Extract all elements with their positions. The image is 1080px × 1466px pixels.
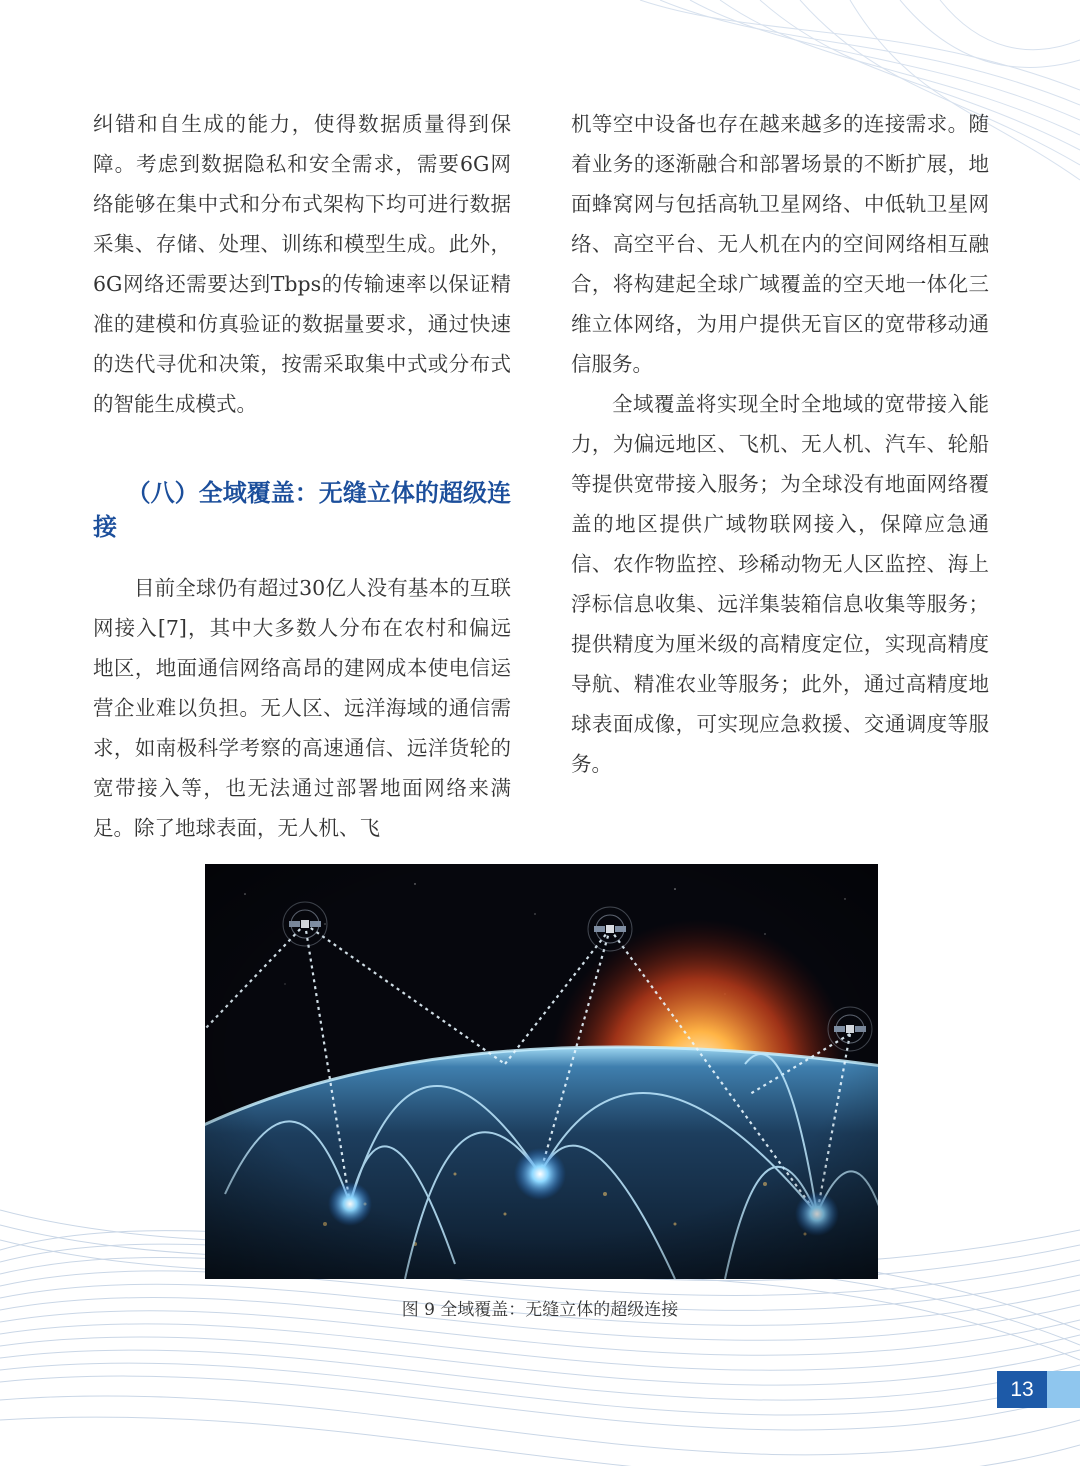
left-paragraph-2: 目前全球仍有超过30亿人没有基本的互联网接入[7]，其中大多数人分布在农村和偏远地区，地面通信网络高昂的建网成本使电信运营企业难以负担。无人区、远洋海域的通信需求，如南极科学考察的高速通信、远洋货轮的宽带接入等，也无法通过部署地面网络来满足。除了地球表面，无人机、飞 — [93, 576, 511, 840]
right-column — [571, 104, 989, 784]
figure-global-coverage — [205, 864, 878, 1279]
figure-caption: 图 9 全域覆盖：无缝立体的超级连接 — [401, 1300, 679, 1320]
figure-illustration — [205, 864, 878, 1279]
right-paragraph-1: 机等空中设备也存在越来越多的连接需求。随着业务的逐渐融合和部署场景的不断扩展，地面蜂窝网与包括高轨卫星网络、中低轨卫星网络、高空平台、无人机在内的空间网络相互融合，将构建起全球广域覆盖的空天地一体化三维立体网络，为用户提供无盲区的宽带移动通信服务。 — [571, 112, 989, 376]
page-number: 13 — [997, 1371, 1047, 1408]
right-paragraph-2: 全域覆盖将实现全时全地域的宽带接入能力，为偏远地区、飞机、无人机、汽车、轮船等提供宽带接入服务；为全球没有地面网络覆盖的地区提供广域物联网接入，保障应急通信、农作物监控、珍稀动物无人区监控、海上浮标信息收集、远洋集装箱信息收集等服务；提供精度为厘米级的高精度定位，实现高精度导航、精准农业等服务；此外，通过高精度地球表面成像，可实现应急救援、交通调度等服务。 — [571, 392, 989, 776]
left-column — [93, 104, 511, 848]
section-heading: （八）全域覆盖：无缝立体的超级连接 — [93, 479, 511, 541]
page-tab-decoration — [1047, 1371, 1080, 1408]
left-paragraph-1: 纠错和自生成的能力，使得数据质量得到保障。考虑到数据隐私和安全需求，需要6G网络能够在集中式和分布式架构下均可进行数据采集、存储、处理、训练和模型生成。此外，6G网络还需要达到Tbps的传输速率以保证精准的建模和仿真验证的数据量要求，通过快速的迭代寻优和决策，按需采取集中式或分布式的智能生成模式。 — [93, 112, 511, 416]
